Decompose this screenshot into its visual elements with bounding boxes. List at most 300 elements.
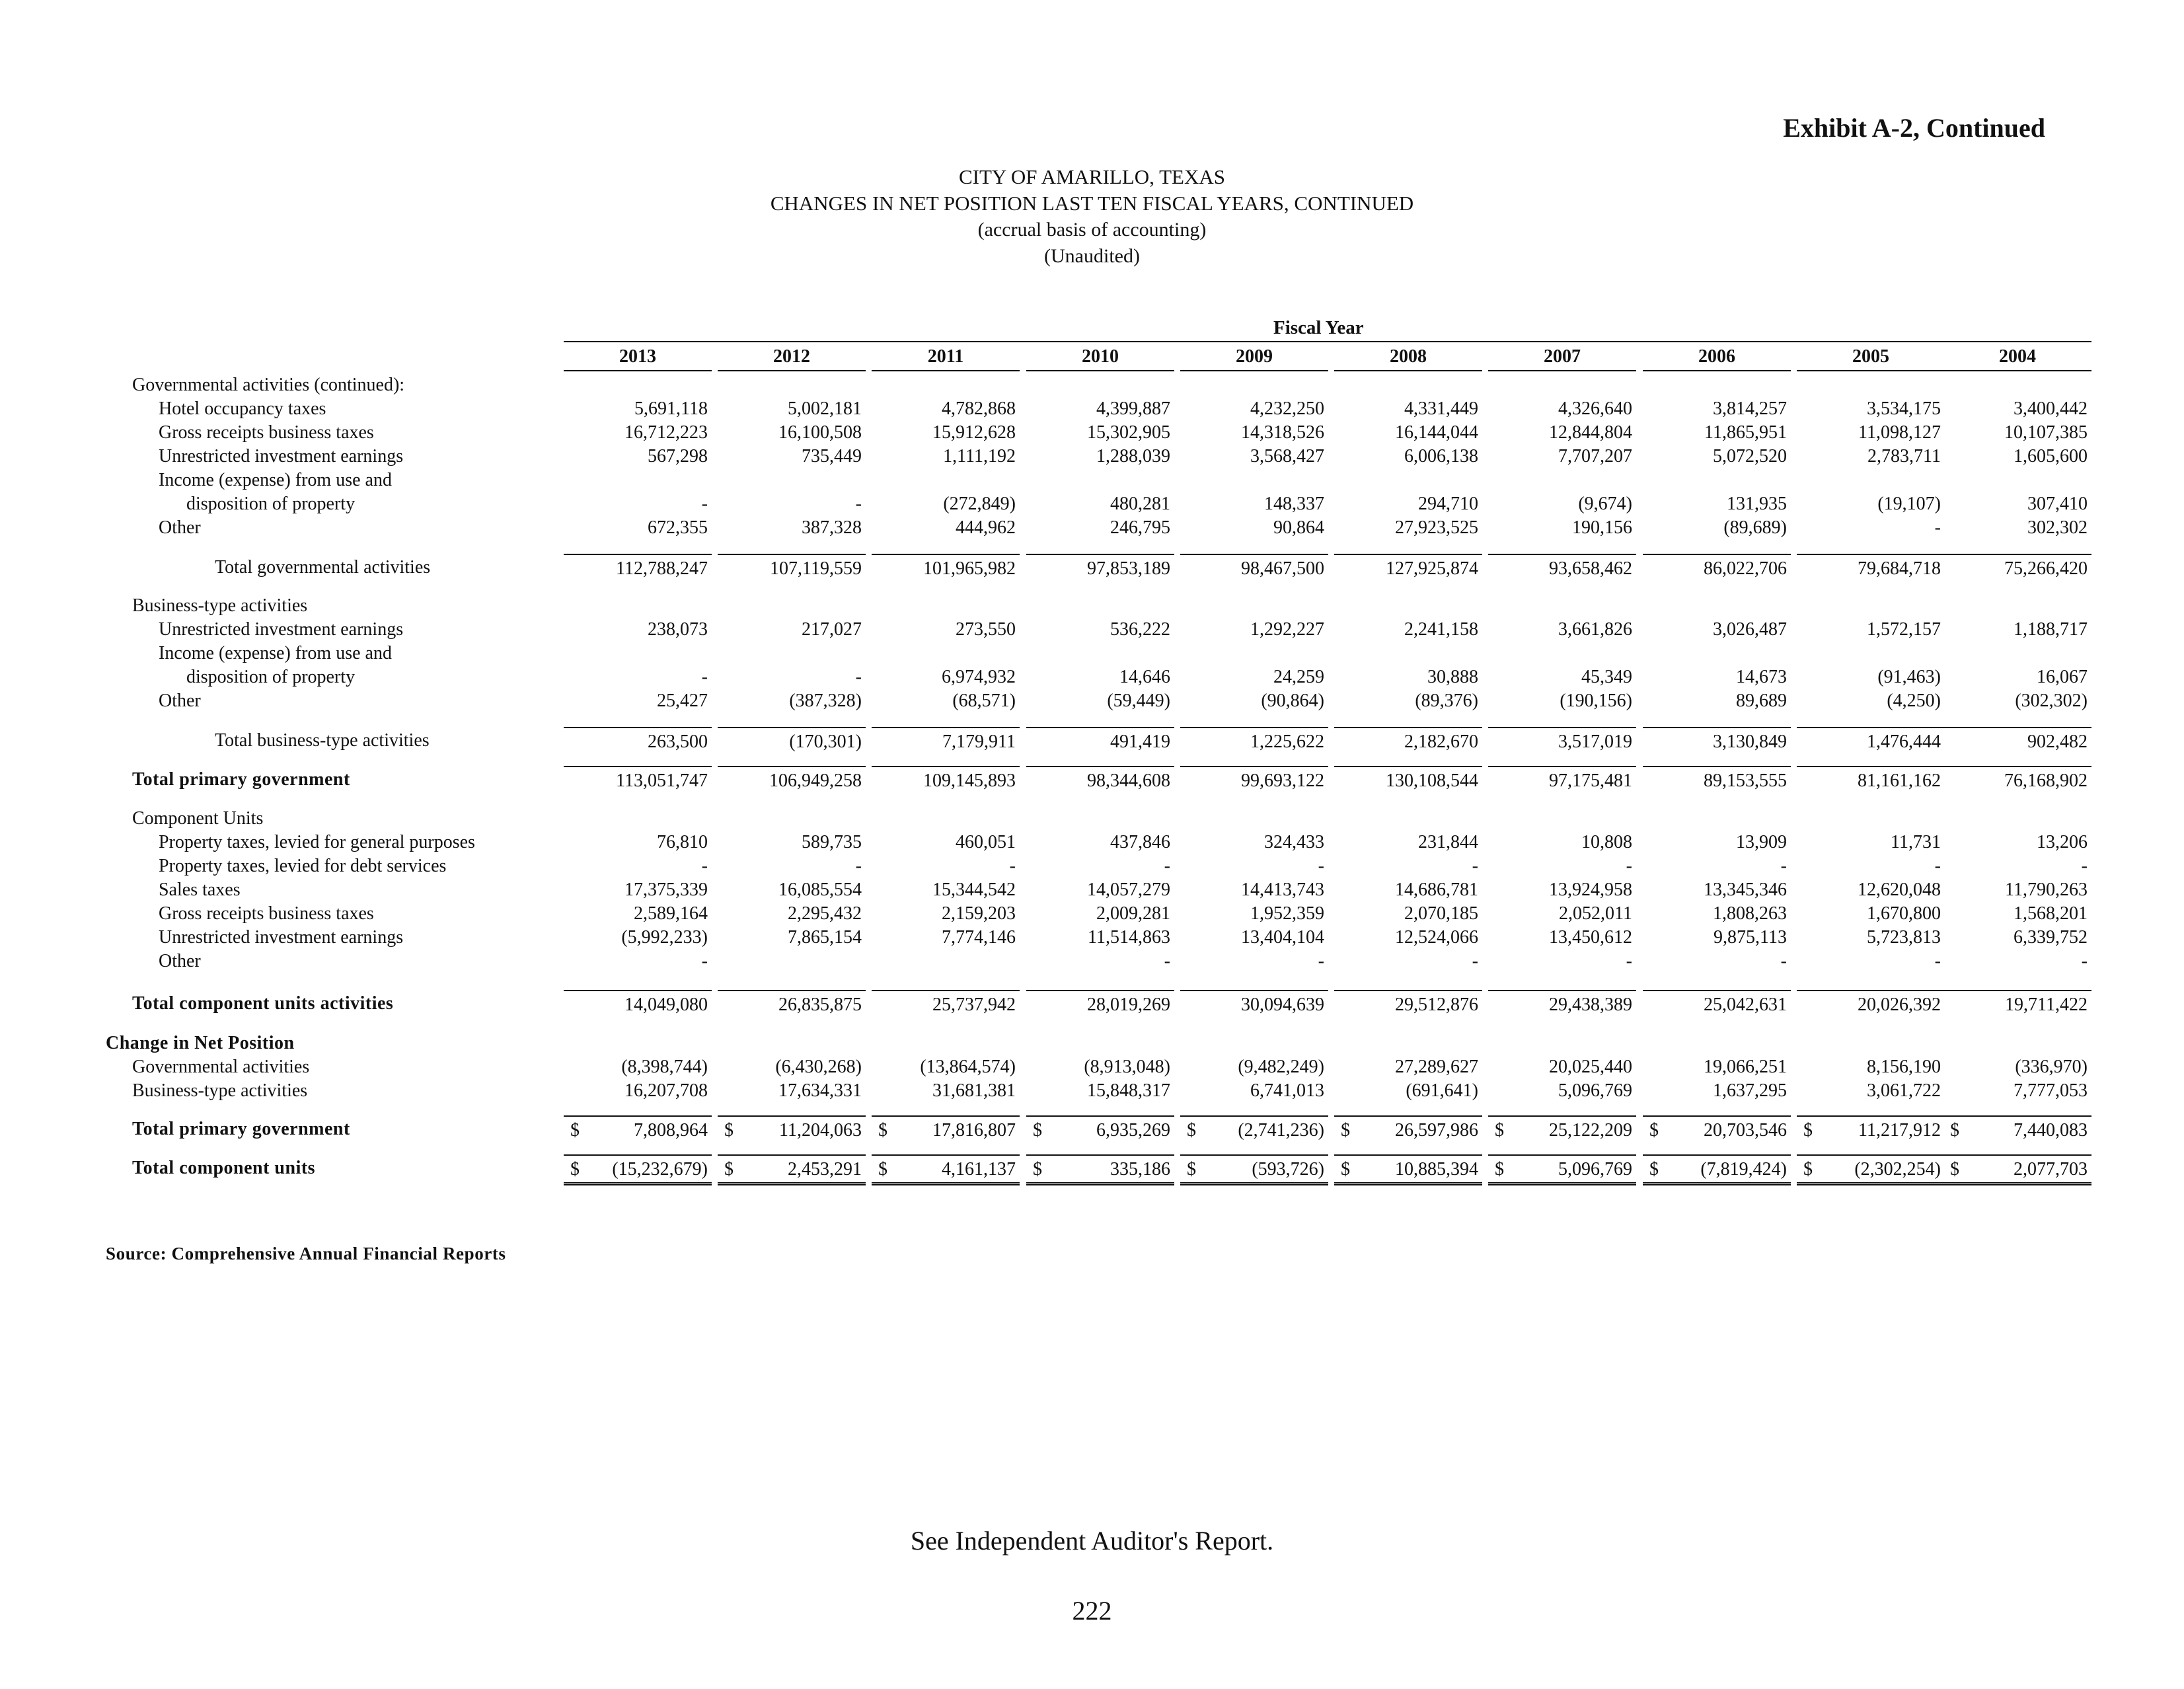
cell-value: 19,711,422 bbox=[2005, 995, 2088, 1015]
table-cell bbox=[1180, 926, 1328, 949]
table-cell bbox=[1180, 903, 1328, 925]
table-cell bbox=[1488, 666, 1636, 689]
cell-value: 89,153,555 bbox=[1704, 770, 1787, 791]
table-cell bbox=[872, 879, 1020, 901]
table-cell bbox=[1797, 1056, 1945, 1078]
cell-value: 27,289,627 bbox=[1395, 1057, 1478, 1077]
table-cell bbox=[1797, 445, 1945, 468]
cell-value: 190,156 bbox=[1572, 517, 1632, 538]
cell-value: 1,952,359 bbox=[1250, 903, 1324, 924]
cell-value: 2,159,203 bbox=[942, 903, 1016, 924]
table-cell bbox=[1180, 855, 1328, 878]
cell-value: (387,328) bbox=[789, 691, 862, 711]
cell-value: 4,782,868 bbox=[942, 398, 1016, 419]
year-header: 2009 bbox=[1180, 346, 1328, 371]
table-cell bbox=[1943, 855, 2091, 878]
exhibit-label: Exhibit A-2, Continued bbox=[1783, 113, 2045, 143]
table-cell bbox=[1488, 879, 1636, 901]
row-label: Property taxes, levied for debt services bbox=[159, 856, 447, 876]
cell-value: 13,345,346 bbox=[1704, 880, 1787, 900]
cell-value: 6,741,013 bbox=[1250, 1080, 1324, 1101]
cell-value: (89,689) bbox=[1723, 517, 1787, 538]
cell-value: 10,885,394 bbox=[1395, 1159, 1478, 1180]
table-cell bbox=[1943, 926, 2091, 949]
table-cell bbox=[564, 1115, 712, 1143]
table-cell bbox=[1026, 879, 1174, 901]
cell-value: 5,072,520 bbox=[1713, 446, 1787, 467]
table-cell bbox=[1026, 831, 1174, 854]
cell-value: 8,156,190 bbox=[1867, 1057, 1941, 1077]
cell-value: 131,935 bbox=[1727, 494, 1787, 514]
cell-value: 10,107,385 bbox=[2004, 422, 2088, 443]
cell-value: 89,689 bbox=[1736, 691, 1787, 711]
table-cell bbox=[1026, 666, 1174, 689]
table-cell bbox=[872, 727, 1020, 755]
table-cell bbox=[1026, 1115, 1174, 1143]
table-cell bbox=[1334, 1154, 1482, 1185]
dollar-sign: $ bbox=[1950, 1120, 1959, 1141]
table-cell bbox=[1797, 398, 1945, 420]
table-cell bbox=[1026, 445, 1174, 468]
table-cell bbox=[1334, 398, 1482, 420]
cell-value: 12,844,804 bbox=[1549, 422, 1632, 443]
table-cell bbox=[1334, 879, 1482, 901]
cell-value: 14,646 bbox=[1119, 667, 1170, 687]
table-cell bbox=[1026, 1056, 1174, 1078]
cell-value: 25,737,942 bbox=[932, 995, 1016, 1015]
cell-value: 13,450,612 bbox=[1549, 927, 1632, 948]
table-cell bbox=[718, 831, 866, 854]
table-cell bbox=[564, 666, 712, 689]
cell-value: - bbox=[701, 856, 708, 876]
row-label: Unrestricted investment earnings bbox=[159, 446, 404, 467]
cell-value: 1,637,295 bbox=[1713, 1080, 1787, 1101]
table-cell bbox=[1797, 855, 1945, 878]
table-cell bbox=[1334, 1115, 1482, 1143]
table-cell bbox=[1180, 1080, 1328, 1102]
page-number: 222 bbox=[1072, 1596, 1112, 1626]
cell-value: 16,100,508 bbox=[778, 422, 862, 443]
row-label: Unrestricted investment earnings bbox=[159, 927, 404, 948]
table-cell bbox=[718, 690, 866, 712]
table-cell bbox=[872, 1056, 1020, 1078]
dollar-sign: $ bbox=[1803, 1159, 1813, 1180]
row-label: Business-type activities bbox=[132, 595, 308, 616]
table-cell bbox=[1488, 445, 1636, 468]
row-label: Gross receipts business taxes bbox=[159, 422, 374, 443]
cell-value: - bbox=[855, 667, 862, 687]
cell-value: 491,419 bbox=[1110, 732, 1170, 752]
table-cell bbox=[564, 903, 712, 925]
cell-value: 98,344,608 bbox=[1087, 770, 1170, 791]
table-cell bbox=[1334, 1080, 1482, 1102]
table-cell bbox=[1180, 727, 1328, 755]
cell-value: 76,810 bbox=[657, 832, 708, 852]
row-label: Unrestricted investment earnings bbox=[159, 619, 404, 640]
row-label: Other bbox=[159, 691, 201, 711]
table-cell bbox=[1797, 517, 1945, 539]
cell-value: 15,912,628 bbox=[932, 422, 1016, 443]
cell-value: 101,965,982 bbox=[923, 558, 1016, 579]
cell-value: 30,888 bbox=[1427, 667, 1478, 687]
table-cell bbox=[872, 666, 1020, 689]
cell-value: - bbox=[1780, 856, 1787, 876]
cell-value: - bbox=[2081, 856, 2088, 876]
table-cell bbox=[1180, 554, 1328, 582]
cell-value: - bbox=[855, 494, 862, 514]
table-cell bbox=[718, 445, 866, 468]
cell-value: 27,923,525 bbox=[1395, 517, 1478, 538]
table-cell bbox=[1643, 950, 1791, 973]
table-cell bbox=[1943, 619, 2091, 641]
table-cell bbox=[1643, 855, 1791, 878]
table-cell bbox=[1026, 1154, 1174, 1185]
table-cell bbox=[718, 619, 866, 641]
cell-value: 93,658,462 bbox=[1549, 558, 1632, 579]
table-cell bbox=[872, 619, 1020, 641]
table-cell bbox=[1643, 879, 1791, 901]
year-header: 2007 bbox=[1488, 346, 1636, 371]
cell-value: 902,482 bbox=[2027, 732, 2088, 752]
table-cell bbox=[1026, 855, 1174, 878]
cell-value: (8,913,048) bbox=[1084, 1057, 1170, 1077]
cell-value: 16,712,223 bbox=[624, 422, 708, 443]
table-cell bbox=[1797, 903, 1945, 925]
cell-value: 10,808 bbox=[1581, 832, 1632, 852]
table-cell bbox=[564, 554, 712, 582]
year-header: 2013 bbox=[564, 346, 712, 371]
cell-value: - bbox=[855, 856, 862, 876]
cell-value: 460,051 bbox=[956, 832, 1016, 852]
table-cell bbox=[564, 422, 712, 444]
table-cell bbox=[1334, 1056, 1482, 1078]
cell-value: 3,814,257 bbox=[1713, 398, 1787, 419]
table-cell bbox=[1180, 1056, 1328, 1078]
year-header: 2005 bbox=[1797, 346, 1945, 371]
table-cell bbox=[1026, 517, 1174, 539]
table-cell bbox=[1026, 554, 1174, 582]
table-cell bbox=[1026, 422, 1174, 444]
table-cell bbox=[872, 690, 1020, 712]
cell-value: - bbox=[1626, 856, 1632, 876]
table-cell bbox=[1797, 990, 1945, 1018]
cell-value: 4,232,250 bbox=[1250, 398, 1324, 419]
table-cell bbox=[718, 493, 866, 515]
row-label: Income (expense) from use and bbox=[159, 643, 392, 663]
table-cell bbox=[1643, 831, 1791, 854]
cell-value: (4,250) bbox=[1887, 691, 1941, 711]
table-cell bbox=[1180, 766, 1328, 794]
cell-value: 735,449 bbox=[802, 446, 862, 467]
table-cell bbox=[1797, 727, 1945, 755]
table-cell bbox=[1943, 766, 2091, 794]
cell-value: (6,430,268) bbox=[775, 1057, 862, 1077]
cell-value: 20,025,440 bbox=[1549, 1057, 1632, 1077]
table-cell bbox=[1943, 727, 2091, 755]
cell-value: 2,241,158 bbox=[1404, 619, 1478, 640]
dollar-sign: $ bbox=[1495, 1159, 1504, 1180]
table-cell bbox=[872, 766, 1020, 794]
table-cell bbox=[718, 1080, 866, 1102]
cell-value: 14,686,781 bbox=[1395, 880, 1478, 900]
table-cell bbox=[1334, 926, 1482, 949]
table-cell bbox=[718, 879, 866, 901]
cell-value: 1,670,800 bbox=[1867, 903, 1941, 924]
cell-value: 4,331,449 bbox=[1404, 398, 1478, 419]
row-label: Property taxes, levied for general purposes bbox=[159, 832, 475, 852]
cell-value: - bbox=[1009, 856, 1016, 876]
cell-value: (2,741,236) bbox=[1238, 1120, 1324, 1141]
table-cell bbox=[1334, 990, 1482, 1018]
cell-value: 589,735 bbox=[802, 832, 862, 852]
cell-value: 263,500 bbox=[648, 732, 708, 752]
cell-value: 79,684,718 bbox=[1858, 558, 1941, 579]
dollar-sign: $ bbox=[1033, 1159, 1042, 1180]
table-cell bbox=[1334, 831, 1482, 854]
cell-value: 2,070,185 bbox=[1404, 903, 1478, 924]
cell-value: 113,051,747 bbox=[616, 770, 708, 791]
row-label: disposition of property bbox=[186, 667, 356, 687]
table-cell bbox=[1643, 926, 1791, 949]
table-cell bbox=[1026, 903, 1174, 925]
table-cell bbox=[1180, 831, 1328, 854]
report-audit-status: (Unaudited) bbox=[1044, 245, 1140, 267]
table-cell bbox=[1643, 554, 1791, 582]
cell-value: 76,168,902 bbox=[2004, 770, 2088, 791]
table-cell bbox=[1488, 422, 1636, 444]
table-cell bbox=[872, 1080, 1020, 1102]
row-label: Governmental activities bbox=[132, 1057, 310, 1077]
table-cell bbox=[1488, 831, 1636, 854]
table-cell bbox=[872, 517, 1020, 539]
dollar-sign: $ bbox=[878, 1120, 887, 1141]
table-cell bbox=[564, 517, 712, 539]
table-cell bbox=[1488, 990, 1636, 1018]
dollar-sign: $ bbox=[1341, 1120, 1350, 1141]
table-cell bbox=[1334, 554, 1482, 582]
table-cell bbox=[1180, 1154, 1328, 1185]
row-label: Total business-type activities bbox=[215, 730, 430, 751]
table-cell bbox=[564, 1056, 712, 1078]
cell-value: - bbox=[1934, 856, 1941, 876]
cell-value: 1,605,600 bbox=[2014, 446, 2088, 467]
dollar-sign: $ bbox=[1950, 1159, 1959, 1180]
cell-value: 1,568,201 bbox=[2014, 903, 2088, 924]
row-label: Gross receipts business taxes bbox=[159, 903, 374, 924]
table-cell bbox=[1943, 690, 2091, 712]
cell-value: 5,096,769 bbox=[1558, 1159, 1632, 1180]
row-label: Other bbox=[159, 517, 201, 538]
cell-value: 14,318,526 bbox=[1241, 422, 1324, 443]
cell-value: (7,819,424) bbox=[1700, 1159, 1787, 1180]
table-cell bbox=[564, 619, 712, 641]
cell-value: 4,326,640 bbox=[1558, 398, 1632, 419]
cell-value: (5,992,233) bbox=[621, 927, 708, 948]
cell-value: 25,427 bbox=[657, 691, 708, 711]
cell-value: 17,634,331 bbox=[778, 1080, 862, 1101]
table-cell bbox=[1026, 493, 1174, 515]
table-cell bbox=[718, 990, 866, 1018]
table-cell bbox=[1180, 1115, 1328, 1143]
fiscal-year-rule bbox=[564, 341, 2091, 342]
source-note: Source: Comprehensive Annual Financial Reports bbox=[106, 1244, 506, 1263]
table-cell bbox=[1026, 727, 1174, 755]
table-cell bbox=[1797, 493, 1945, 515]
cell-value: 12,524,066 bbox=[1395, 927, 1478, 948]
cell-value: 13,924,958 bbox=[1549, 880, 1632, 900]
report-basis: (accrual basis of accounting) bbox=[977, 219, 1207, 241]
table-cell bbox=[718, 950, 866, 973]
cell-value: 97,175,481 bbox=[1549, 770, 1632, 791]
cell-value: 14,057,279 bbox=[1087, 880, 1170, 900]
table-cell bbox=[872, 445, 1020, 468]
dollar-sign: $ bbox=[1187, 1159, 1196, 1180]
cell-value: 29,438,389 bbox=[1549, 995, 1632, 1015]
table-cell bbox=[1643, 493, 1791, 515]
row-label: Income (expense) from use and bbox=[159, 470, 392, 490]
table-cell bbox=[1026, 766, 1174, 794]
cell-value: 12,620,048 bbox=[1858, 880, 1941, 900]
report-header bbox=[0, 164, 2184, 270]
table-cell bbox=[1026, 990, 1174, 1018]
table-cell bbox=[1797, 831, 1945, 854]
cell-value: 2,182,670 bbox=[1404, 732, 1478, 752]
cell-value: 7,865,154 bbox=[788, 927, 862, 948]
cell-value: - bbox=[1318, 856, 1324, 876]
dollar-sign: $ bbox=[570, 1159, 580, 1180]
cell-value: (336,970) bbox=[2015, 1057, 2088, 1077]
table-cell bbox=[1180, 690, 1328, 712]
cell-value: - bbox=[1780, 951, 1787, 971]
year-header: 2006 bbox=[1643, 346, 1791, 371]
cell-value: 17,816,807 bbox=[932, 1120, 1016, 1141]
cell-value: (302,302) bbox=[2015, 691, 2088, 711]
cell-value: 4,161,137 bbox=[942, 1159, 1016, 1180]
cell-value: 11,790,263 bbox=[2005, 880, 2088, 900]
cell-value: 7,179,911 bbox=[942, 732, 1016, 752]
cell-value: 16,207,708 bbox=[624, 1080, 708, 1101]
cell-value: 14,413,743 bbox=[1241, 880, 1324, 900]
table-cell bbox=[718, 903, 866, 925]
table-cell bbox=[564, 1154, 712, 1185]
cell-value: 335,186 bbox=[1110, 1159, 1170, 1180]
table-cell bbox=[872, 855, 1020, 878]
table-cell bbox=[1797, 1080, 1945, 1102]
table-cell bbox=[1026, 950, 1174, 973]
cell-value: (593,726) bbox=[1252, 1159, 1324, 1180]
cell-value: 107,119,559 bbox=[770, 558, 862, 579]
cell-value: 231,844 bbox=[1418, 832, 1478, 852]
year-header: 2011 bbox=[872, 346, 1020, 371]
table-cell bbox=[718, 926, 866, 949]
table-cell bbox=[564, 727, 712, 755]
cell-value: (59,449) bbox=[1107, 691, 1170, 711]
table-cell bbox=[1488, 690, 1636, 712]
cell-value: 7,774,146 bbox=[942, 927, 1016, 948]
table-cell bbox=[1026, 1080, 1174, 1102]
cell-value: - bbox=[1472, 856, 1478, 876]
row-label: Governmental activities (continued): bbox=[132, 375, 405, 395]
row-label: Total component units activities bbox=[132, 993, 394, 1014]
cell-value: 11,204,063 bbox=[779, 1120, 862, 1141]
table-cell bbox=[564, 855, 712, 878]
table-cell bbox=[1488, 903, 1636, 925]
cell-value: 13,206 bbox=[2037, 832, 2088, 852]
table-cell bbox=[718, 666, 866, 689]
table-cell bbox=[718, 727, 866, 755]
row-label: Total governmental activities bbox=[215, 557, 431, 578]
cell-value: 1,808,263 bbox=[1713, 903, 1787, 924]
row-label: Change in Net Position bbox=[106, 1033, 295, 1053]
cell-value: 20,026,392 bbox=[1858, 995, 1941, 1015]
report-title: CHANGES IN NET POSITION LAST TEN FISCAL YEARS, CONTINUED bbox=[770, 192, 1414, 215]
cell-value: 11,731 bbox=[1891, 832, 1941, 852]
table-cell bbox=[1180, 422, 1328, 444]
table-cell bbox=[1797, 879, 1945, 901]
row-label: Total primary government bbox=[132, 1119, 350, 1139]
cell-value: - bbox=[1164, 951, 1170, 971]
cell-value: 302,302 bbox=[2027, 517, 2088, 538]
table-cell bbox=[872, 990, 1020, 1018]
table-cell bbox=[1643, 690, 1791, 712]
table-cell bbox=[872, 554, 1020, 582]
cell-value: - bbox=[1626, 951, 1632, 971]
table-cell bbox=[564, 493, 712, 515]
cell-value: 246,795 bbox=[1110, 517, 1170, 538]
table-cell bbox=[1797, 422, 1945, 444]
cell-value: 5,002,181 bbox=[788, 398, 862, 419]
row-label: Total component units bbox=[132, 1158, 316, 1178]
cell-value: 1,292,227 bbox=[1250, 619, 1324, 640]
table-cell bbox=[1334, 766, 1482, 794]
table-cell bbox=[872, 950, 1020, 973]
table-cell bbox=[872, 1115, 1020, 1143]
cell-value: 97,853,189 bbox=[1087, 558, 1170, 579]
dollar-sign: $ bbox=[878, 1159, 887, 1180]
table-cell bbox=[564, 1080, 712, 1102]
cell-value: 28,019,269 bbox=[1087, 995, 1170, 1015]
cell-value: - bbox=[701, 494, 708, 514]
cell-value: (13,864,574) bbox=[920, 1057, 1016, 1077]
cell-value: 11,514,863 bbox=[1088, 927, 1170, 948]
cell-value: 15,344,542 bbox=[932, 880, 1016, 900]
table-cell bbox=[1488, 926, 1636, 949]
table-cell bbox=[1334, 493, 1482, 515]
cell-value: 11,217,912 bbox=[1858, 1120, 1941, 1141]
table-cell bbox=[1026, 926, 1174, 949]
table-cell bbox=[564, 766, 712, 794]
cell-value: 7,808,964 bbox=[634, 1120, 708, 1141]
table-cell bbox=[1643, 766, 1791, 794]
cell-value: 536,222 bbox=[1110, 619, 1170, 640]
table-cell bbox=[718, 1154, 866, 1185]
table-cell bbox=[1797, 690, 1945, 712]
cell-value: 7,707,207 bbox=[1558, 446, 1632, 467]
cell-value: 7,777,053 bbox=[2014, 1080, 2088, 1101]
table-cell bbox=[1797, 1154, 1945, 1185]
table-cell bbox=[1643, 727, 1791, 755]
table-cell bbox=[1643, 619, 1791, 641]
table-cell bbox=[1797, 1115, 1945, 1143]
cell-value: (8,398,744) bbox=[621, 1057, 708, 1077]
cell-value: 387,328 bbox=[802, 517, 862, 538]
table-cell bbox=[872, 493, 1020, 515]
table-cell bbox=[1488, 1056, 1636, 1078]
cell-value: 11,865,951 bbox=[1704, 422, 1787, 443]
cell-value: 444,962 bbox=[956, 517, 1016, 538]
cell-value: 81,161,162 bbox=[1858, 770, 1941, 791]
dollar-sign: $ bbox=[570, 1120, 580, 1141]
